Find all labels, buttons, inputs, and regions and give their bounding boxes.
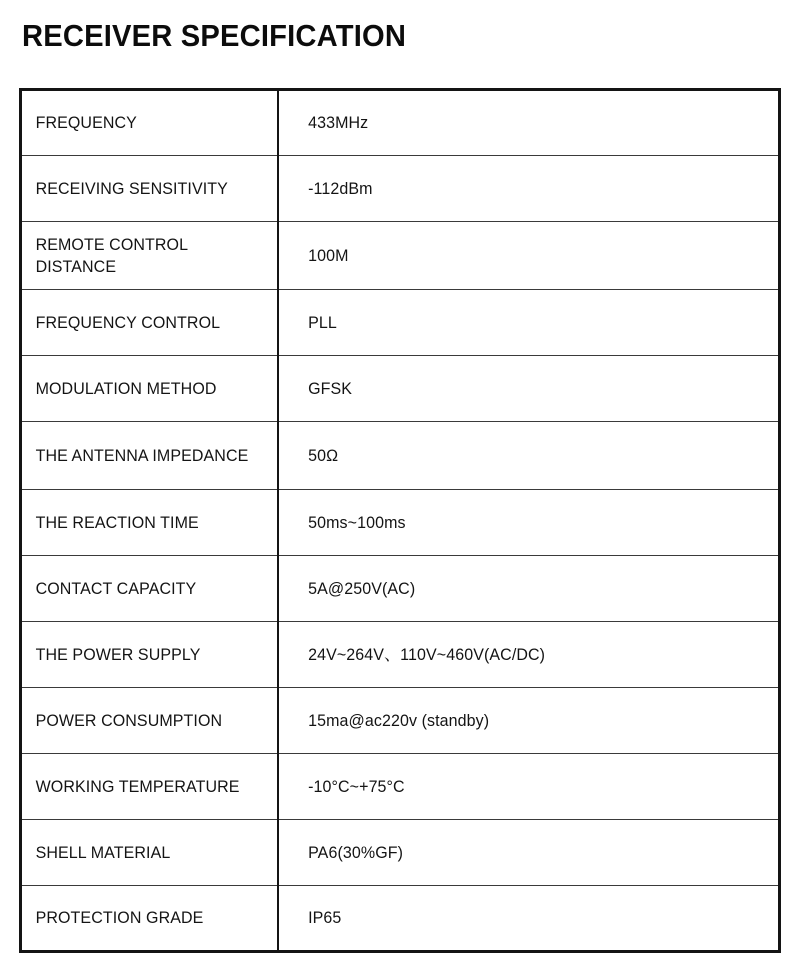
table-row bbox=[21, 290, 780, 356]
spec-table-container bbox=[19, 88, 778, 953]
spec-value-cell bbox=[278, 290, 780, 356]
spec-value: -112dBm bbox=[307, 179, 373, 198]
spec-value-cell bbox=[278, 886, 780, 952]
spec-label-cell bbox=[21, 290, 278, 356]
spec-label: RECEIVING SENSITIVITY bbox=[35, 179, 228, 198]
spec-value-cell bbox=[278, 422, 780, 490]
spec-label-cell bbox=[21, 820, 278, 886]
spec-value-cell bbox=[278, 622, 780, 688]
spec-label: WORKING TEMPERATURE bbox=[35, 777, 240, 796]
table-row bbox=[21, 622, 780, 688]
table-row bbox=[21, 156, 780, 222]
spec-label: MODULATION METHOD bbox=[35, 379, 217, 398]
spec-value-cell bbox=[278, 156, 780, 222]
spec-value: 24V~264V、110V~460V(AC/DC) bbox=[307, 645, 545, 664]
spec-label-cell bbox=[21, 422, 278, 490]
spec-value-cell bbox=[278, 556, 780, 622]
spec-label: CONTACT CAPACITY bbox=[35, 579, 197, 598]
spec-label-cell bbox=[21, 90, 278, 156]
spec-label: THE ANTENNA IMPEDANCE bbox=[35, 446, 249, 465]
spec-value: PA6(30%GF) bbox=[307, 843, 403, 862]
spec-value: IP65 bbox=[307, 909, 341, 927]
spec-value: -10°C~+75°C bbox=[307, 777, 405, 796]
spec-label: THE POWER SUPPLY bbox=[35, 645, 201, 664]
spec-value: 433MHz bbox=[307, 114, 368, 132]
spec-label-cell bbox=[21, 556, 278, 622]
spec-value-cell bbox=[278, 688, 780, 754]
spec-value-cell bbox=[278, 820, 780, 886]
spec-table-body bbox=[21, 90, 780, 952]
spec-label: SHELL MATERIAL bbox=[35, 843, 171, 862]
spec-label-cell bbox=[21, 490, 278, 556]
table-row bbox=[21, 820, 780, 886]
spec-label-cell bbox=[21, 622, 278, 688]
table-row bbox=[21, 222, 780, 290]
spec-value: 50Ω bbox=[307, 446, 338, 465]
table-row bbox=[21, 886, 780, 952]
spec-label: POWER CONSUMPTION bbox=[35, 711, 223, 730]
page-title: RECEIVER SPECIFICATION bbox=[22, 18, 407, 53]
spec-value-cell bbox=[278, 490, 780, 556]
spec-label: FREQUENCY CONTROL bbox=[35, 313, 221, 332]
spec-value: 100M bbox=[307, 246, 349, 265]
spec-value-cell bbox=[278, 356, 780, 422]
spec-label-cell bbox=[21, 754, 278, 820]
spec-label: FREQUENCY bbox=[35, 114, 137, 132]
spec-label-cell bbox=[21, 222, 278, 290]
spec-label-cell bbox=[21, 688, 278, 754]
spec-value-cell bbox=[278, 90, 780, 156]
table-row bbox=[21, 356, 780, 422]
table-row bbox=[21, 556, 780, 622]
spec-label-cell bbox=[21, 156, 278, 222]
receiver-specification-table bbox=[19, 88, 781, 953]
spec-value: PLL bbox=[307, 313, 337, 332]
table-row bbox=[21, 688, 780, 754]
spec-label-cell bbox=[21, 886, 278, 952]
spec-value-cell bbox=[278, 222, 780, 290]
spec-label-cell bbox=[21, 356, 278, 422]
spec-value: 15ma@ac220v (standby) bbox=[307, 711, 489, 730]
table-row bbox=[21, 490, 780, 556]
spec-label: REMOTE CONTROL DISTANCE bbox=[35, 235, 188, 276]
table-row bbox=[21, 90, 780, 156]
table-row bbox=[21, 422, 780, 490]
spec-value: 50ms~100ms bbox=[307, 513, 406, 532]
spec-value: GFSK bbox=[307, 379, 352, 398]
table-row bbox=[21, 754, 780, 820]
spec-value: 5A@250V(AC) bbox=[307, 579, 415, 598]
spec-label: THE REACTION TIME bbox=[35, 513, 199, 532]
spec-label: PROTECTION GRADE bbox=[35, 909, 204, 927]
spec-value-cell bbox=[278, 754, 780, 820]
